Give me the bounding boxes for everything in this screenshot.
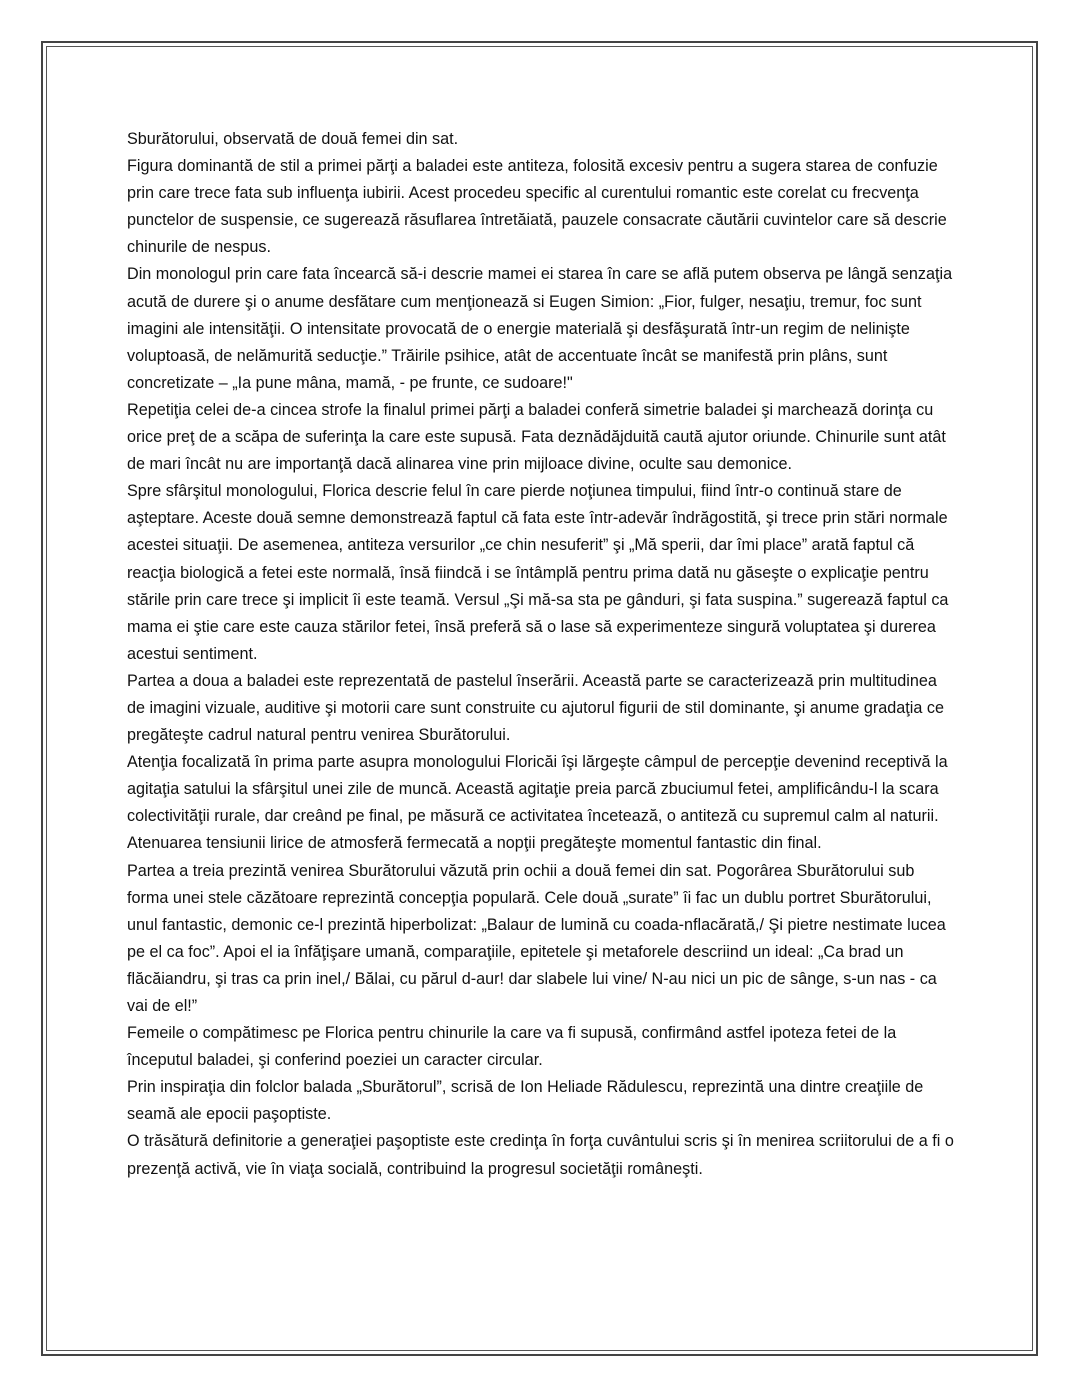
paragraph: Din monologul prin care fata încearcă să-i descrie mamei ei starea în care se află putem observa pe lângă senzaţia acută de durere şi o anume desfătare cum menţionează si Eugen Simion: „Fior, fulger, nesaţiu, tremur, foc sunt imagini ale intensităţii. O intensitate provocată de o energie materială şi desfăşurată într-un regim de nelinişte voluptoasă, de nelămurită seducţie.” Trăirile psihice, atât de accentuate încât se manifestă prin plâns, sunt concretizate – „Ia pune mâna, mamă, - pe frunte, ce sudoare!"	[127, 265, 953, 392]
paragraph: Spre sfârşitul monologului, Florica descrie felul în care pierde noţiunea timpului, fiind într-o continuă stare de aşteptare. Aceste două semne demonstrează faptul că fata este într-adevăr îndrăgostită, şi trece prin stări normale acestei situaţii. De asemenea, antiteza versurilor „ce chin nesuferit” şi „Mă sperii, dar îmi place” arată faptul că reacţia biologică a fetei este normală, însă fiindcă i se întâmplă pentru prima dată nu găseşte o explicaţie pentru stările prin care trece şi implicit îi este teamă. Versul „Şi mă-sa sta pe gânduri, şi fata suspina.” sugerează faptul ca mama ei ştie care este cauza stărilor fetei, însă preferă să o lase să experimenteze singură voluptatea şi durerea acestui sentiment.	[127, 482, 949, 663]
paragraph: Sburătorului, observată de două femei din sat.	[127, 130, 459, 148]
paragraph: Partea a treia prezintă venirea Sburătorului văzută prin ochii a două femei din sat. Pogorârea Sburătorului sub forma unei stele căzătoare reprezintă concepţia populară. Cele două „surate” îi fac un dublu portret Sburătorului, unul fantastic, demonic ce-l prezintă hiperbolizat: „Balaur de lumină cu coada-nflacărată,/ Şi pietre nestimate lucea pe el ca foc”. Apoi el ia înfăţişare umană, comparaţiile, epitetele şi metaforele descriind un ideal: „Ca brad un flăcăiandru, şi tras ca prin inel,/ Bălai, cu părul d-aur! dar slabele lui vine/ N-au nici un pic de sânge, s-un nas - ca vai de el!”	[127, 861, 946, 1015]
paragraph: Partea a doua a baladei este reprezentată de pastelul înserării. Această parte se caracterizează prin multitudinea de imagini vizuale, auditive şi motorii care sunt construite cu ajutorul figurii de stil dominante, şi anume gradaţia ce pregăteşte cadrul natural pentru venirea Sburătorului.	[127, 671, 944, 745]
paragraph: Figura dominantă de stil a primei părţi a baladei este antiteza, folosită excesiv pentru a sugera starea de confuzie prin care trece fata sub influenţa iubirii. Acest procedeu specific al curentului romantic este corelat cu frecvenţa punctelor de suspensie, ce sugerează răsuflarea întretăiată, pauzele consacrate căutării cuvintelor care să descrie chinurile de nespus.	[127, 157, 947, 257]
paragraph: Repetiţia celei de-a cincea strofe la finalul primei părţi a baladei conferă simetrie baladei şi marchează dorinţa cu orice preţ de a scăpa de suferinţa la care este supusă. Fata deznădăjduită caută ajutor oriunde. Chinurile sunt atât de mari încât nu are importanţă dacă alinarea vine prin mijloace divine, oculte sau demonice.	[127, 400, 946, 474]
paragraph: Prin inspiraţia din folclor balada „Sburătorul”, scrisă de Ion Heliade Rădulescu, reprezintă una dintre creaţiile de seamă ale epocii paşoptiste.	[127, 1078, 924, 1124]
paragraph: Femeile o compătimesc pe Florica pentru chinurile la care va fi supusă, confirmând astfel ipoteza fetei de la începutul baladei, şi conferind poeziei un caracter circular.	[127, 1024, 897, 1070]
paragraph: Atenţia focalizată în prima parte asupra monologului Floricăi îşi lărgeşte câmpul de percepţie devenind receptivă la agitaţia satului la sfârşitul unei zile de muncă. Această agitaţie preia parcă zbuciumul fetei, amplificându-l la scara colectivităţii rurale, dar creând pe final, pe măsură ce activitatea încetează, o antiteză cu supremul calm al naturii. Atenuarea tensiunii lirice de atmosferă fermecată a nopţii pregăteşte momentul fantastic din final.	[127, 753, 948, 853]
paragraph: O trăsătură definitorie a generaţiei paşoptiste este credinţa în forţa cuvântului scris şi în menirea scriitorului de a fi o prezenţă activă, vie în viaţa socială, contribuind la progresul societăţii româneşti.	[127, 1132, 954, 1178]
document-body	[127, 126, 957, 1183]
